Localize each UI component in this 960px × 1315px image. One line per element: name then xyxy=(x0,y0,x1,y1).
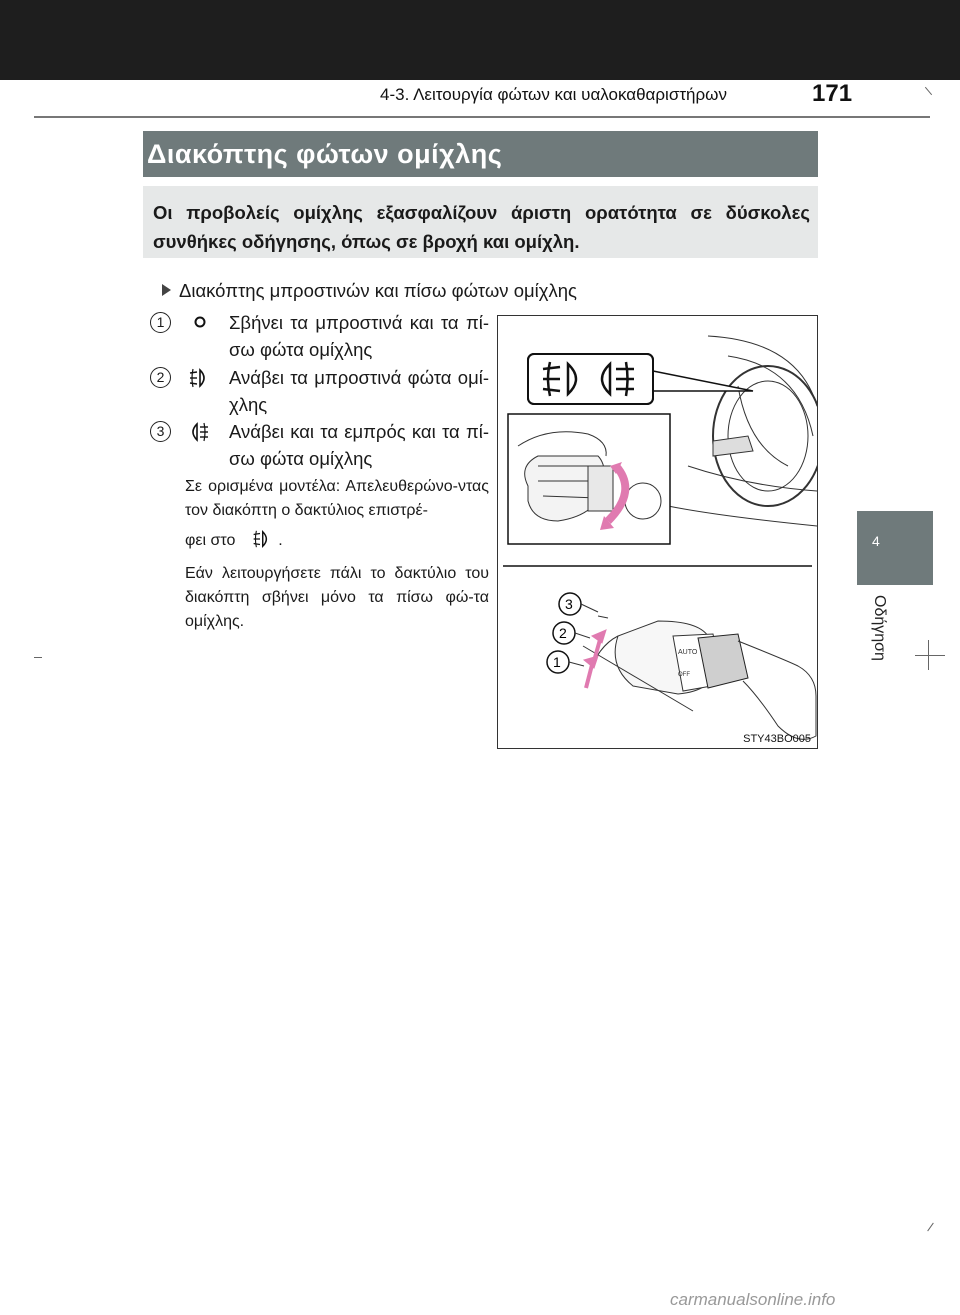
callout-2: 2 xyxy=(559,625,567,641)
figure-code: STY43BO005 xyxy=(743,733,811,745)
front-fog-icon xyxy=(182,367,212,389)
section-title: Διακόπτης φώτων ομίχλης xyxy=(143,131,818,177)
top-black-band xyxy=(0,0,960,80)
item-text: Ανάβει και τα εμπρός και τα πί-σω φώτα ομίχλης xyxy=(229,421,489,469)
note-paragraph: Εάν λειτουργήσετε πάλι το δακτύλιο του διακόπτη σβήνει μόνο τα πίσω φώ-τα ομίχλης. xyxy=(185,565,489,630)
front-fog-icon xyxy=(246,529,274,549)
page-number: 171 xyxy=(812,80,853,107)
chapter-tab-label: Οδήγηση xyxy=(871,595,888,661)
note-text: . xyxy=(278,532,283,549)
item-text: Σβήνει τα μπροστινά και τα πί-σω φώτα ομίχλης xyxy=(229,312,489,360)
note-paragraph xyxy=(185,475,489,553)
rear-fog-icon xyxy=(182,421,212,443)
note-text: Σε ορισμένα μοντέλα: Απελευθερώνο-ντας τον διακόπτη ο δακτύλιος επιστρέ- xyxy=(185,478,489,519)
off-circle-icon xyxy=(182,312,212,334)
section-intro: Οι προβολείς ομίχλης εξασφαλίζουν άριστη ορατότητα σε δύσκολες συνθήκες οδήγησης, όπως σε βροχή και ομίχλη. xyxy=(143,186,818,258)
header-rule xyxy=(34,116,930,118)
chapter-tab-number: 4 xyxy=(872,533,880,549)
switch-illustration xyxy=(497,315,818,749)
item-number: 1 xyxy=(150,312,171,333)
auto-label: AUTO xyxy=(678,649,698,656)
chapter-tab[interactable] xyxy=(857,511,933,585)
subheading xyxy=(162,280,577,302)
triangle-bullet-icon xyxy=(162,284,171,296)
crop-mark xyxy=(34,657,42,658)
subheading-text: Διακόπτης μπροστινών και πίσω φώτων ομίχλης xyxy=(179,280,577,301)
callout-3: 3 xyxy=(565,596,573,612)
item-number: 2 xyxy=(150,367,171,388)
note-text: φει στο xyxy=(185,532,236,549)
item-text: Ανάβει τα μπροστινά φώτα ομί-χλης xyxy=(229,367,489,415)
off-label: OFF xyxy=(678,672,690,678)
running-header xyxy=(0,80,960,114)
crop-mark xyxy=(915,655,945,656)
chapter-title: 4-3. Λειτουργία φώτων και υαλοκαθαριστήρων xyxy=(380,85,727,104)
watermark: carmanualsonline.info xyxy=(670,1290,836,1309)
crop-mark xyxy=(927,1223,934,1232)
callout-1: 1 xyxy=(553,654,561,670)
item-number: 3 xyxy=(150,421,171,442)
switch-drawing xyxy=(498,316,817,748)
